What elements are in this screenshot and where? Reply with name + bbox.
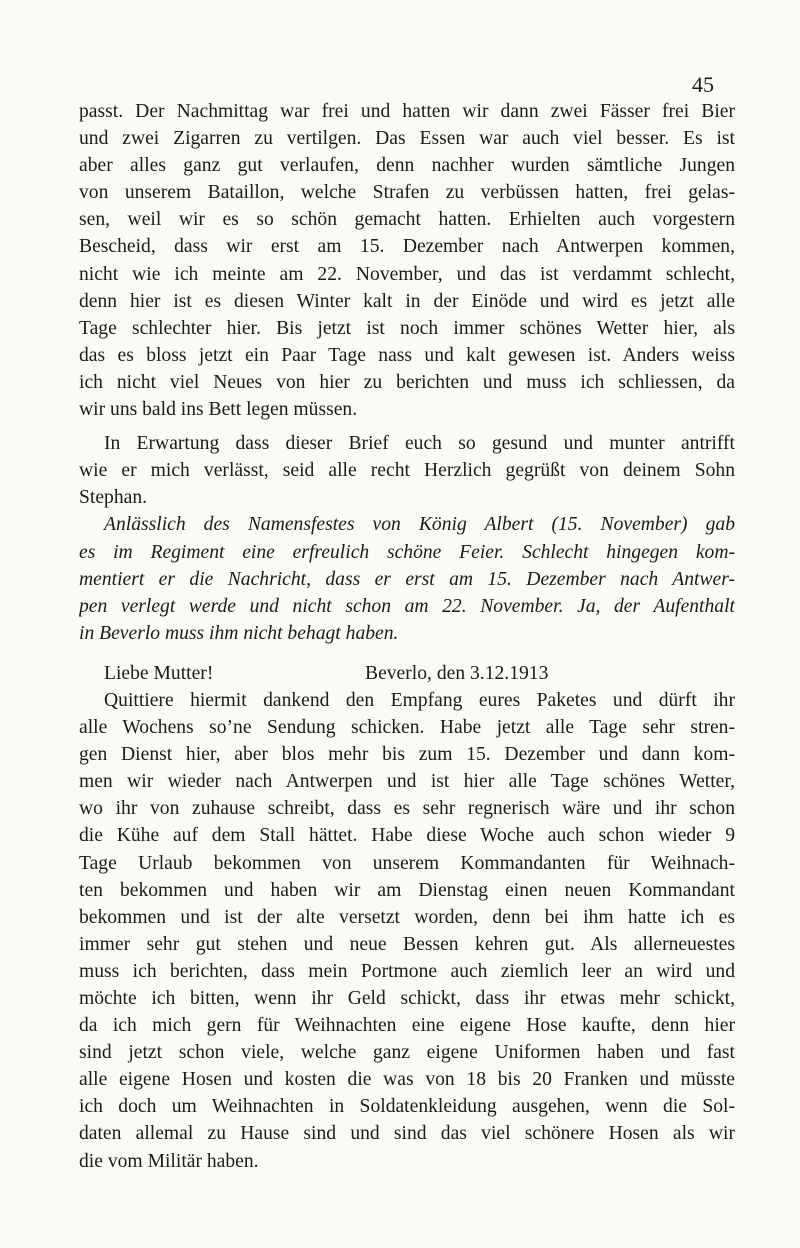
text-line: Stephan.	[79, 487, 148, 509]
text-line: Tage schlechter hier. Bis jetzt ist noch immer schönes Wetter hier, als	[79, 317, 735, 339]
page-number: 45	[692, 72, 714, 97]
editorial-commentary	[79, 511, 735, 646]
text-line: immer sehr gut stehen und neue Bessen kehren gut. Als allerneuestes	[79, 933, 735, 955]
text-line: und zwei Zigarren zu vertilgen. Das Essen war auch viel besser. Es ist	[79, 128, 735, 150]
text-line: von unserem Bataillon, welche Strafen zu verbüssen hatten, frei gelas-	[79, 182, 735, 204]
text-line: da ich mich gern für Weihnachten eine eigene Hose kaufte, denn hier	[79, 1015, 735, 1037]
text-line: aber alles ganz gut verlaufen, denn nachher wurden sämtliche Jungen	[79, 155, 735, 177]
page-text	[79, 98, 735, 1175]
letter-body	[79, 687, 735, 1175]
letter-paragraph-closing-news	[79, 98, 735, 423]
letter-heading	[79, 660, 735, 687]
text-line: die vom Militär haben.	[79, 1150, 259, 1172]
text-line: mentiert er die Nachricht, dass er erst am 15. Dezember nach Antwer-	[79, 568, 735, 590]
text-line: in Beverlo muss ihm nicht behagt haben.	[79, 622, 399, 644]
text-line: Tage Urlaub bekommen von unserem Kommandanten für Weihnach-	[79, 852, 735, 874]
text-line: die Kühe auf dem Stall hättet. Habe diese Woche auch schon wieder 9	[79, 825, 735, 847]
text-line: muss ich berichten, dass mein Portmone auch ziemlich leer an wird und	[79, 960, 735, 982]
text-line: ich nicht viel Neues von hier zu berichten und muss ich schliessen, da	[79, 371, 735, 393]
letter-place-date: Beverlo, den 3.12.1913	[365, 662, 549, 684]
text-line: alle eigene Hosen und kosten die was von 18 bis 20 Franken und müsste	[79, 1069, 735, 1091]
text-line: Bescheid, dass wir erst am 15. Dezember nach Antwerpen kommen,	[79, 236, 735, 258]
text-line: nicht wie ich meinte am 22. November, und das ist verdammt schlecht,	[79, 263, 735, 285]
text-line: sen, weil wir es so schön gemacht hatten. Erhielten auch vorgestern	[79, 209, 735, 231]
text-line: wo ihr von zuhause schreibt, dass es sehr regnerisch wäre und ihr schon	[79, 798, 735, 820]
text-line: sind jetzt schon viele, welche ganz eigene Uniformen haben und fast	[79, 1042, 735, 1064]
text-line: Quittiere hiermit dankend den Empfang eures Paketes und dürft ihr	[104, 689, 735, 711]
letter-paragraph-greeting	[79, 430, 735, 511]
text-line: das es bloss jetzt ein Paar Tage nass und kalt gewesen ist. Anders weiss	[79, 344, 735, 366]
letter-salutation: Liebe Mutter!	[104, 662, 214, 684]
text-line: ten bekommen und haben wir am Dienstag einen neuen Kommandant	[79, 879, 735, 901]
text-line: denn hier ist es diesen Winter kalt in der Einöde und wird es jetzt alle	[79, 290, 735, 312]
text-line: bekommen und ist der alte versetzt worden, denn bei ihm hatte ich es	[79, 906, 735, 928]
text-line: daten allemal zu Hause sind und sind das viel schönere Hosen als wir	[79, 1123, 735, 1145]
text-line: ich doch um Weihnachten in Soldatenkleidung ausgehen, wenn die Sol-	[79, 1096, 735, 1118]
text-line: wir uns bald ins Bett legen müssen.	[79, 399, 358, 421]
text-line: passt. Der Nachmittag war frei und hatten wir dann zwei Fässer frei Bier	[79, 101, 735, 122]
text-line: gen Dienst hier, aber blos mehr bis zum 15. Dezember und dann kom-	[79, 744, 735, 766]
text-line: möchte ich bitten, wenn ihr Geld schickt, dass ihr etwas mehr schickt,	[79, 988, 735, 1009]
text-line: es im Regiment eine erfreulich schöne Feier. Schlecht hingegen kom-	[79, 541, 735, 563]
text-line: men wir wieder nach Antwerpen und ist hier alle Tage schönes Wetter,	[79, 771, 735, 793]
text-line: pen verlegt werde und nicht schon am 22. November. Ja, der Aufenthalt	[79, 595, 735, 617]
text-line: alle Wochens so’ne Sendung schicken. Habe jetzt alle Tage sehr stren-	[79, 717, 735, 739]
text-line: In Erwartung dass dieser Brief euch so gesund und munter antrifft	[104, 433, 735, 455]
text-line: Anlässlich des Namensfestes von König Albert (15. November) gab	[104, 514, 735, 536]
text-line: wie er mich verlässt, seid alle recht Herzlich gegrüßt von deinem Sohn	[79, 460, 735, 482]
